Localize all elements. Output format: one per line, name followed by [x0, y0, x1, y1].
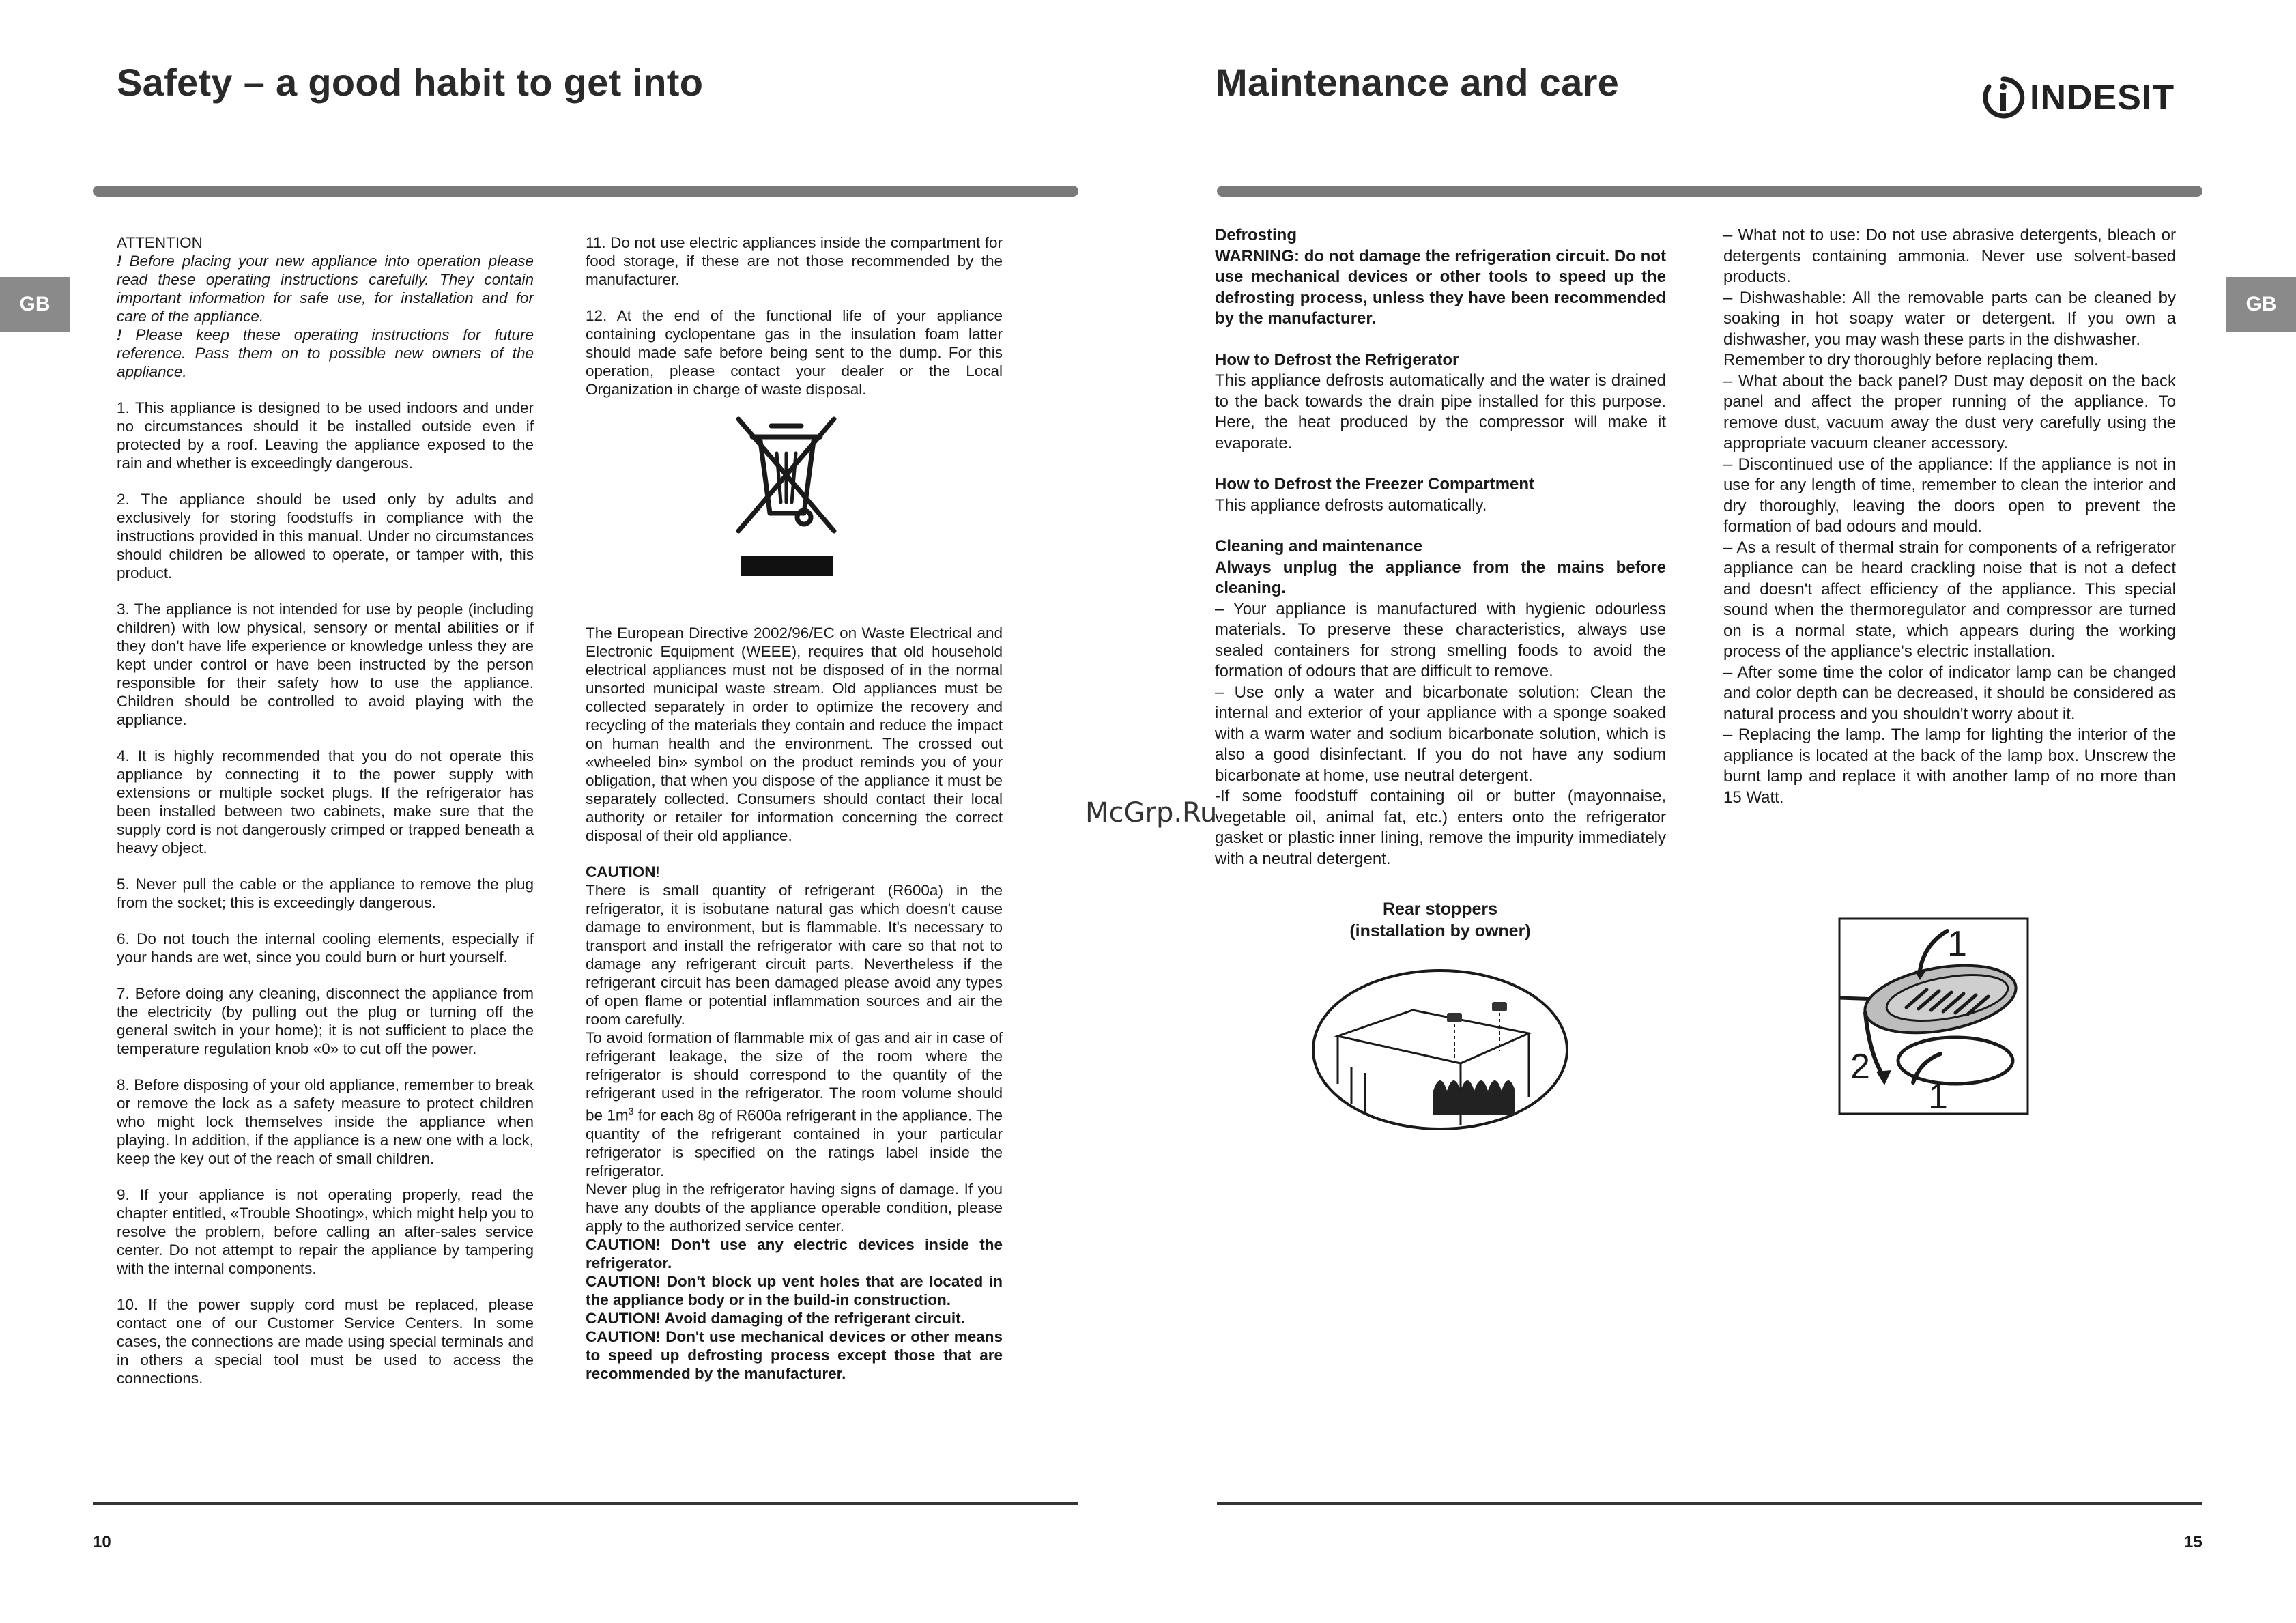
defrosting-warning: WARNING: do not damage the refrigeration circuit. Do not use mechanical devices or other tools to speed up the defrosting process, unless they have been recommended by the manufacturer.	[1215, 246, 1666, 328]
weee-bin-icon	[732, 414, 841, 577]
safety-item-12: 12. At the end of the functional life of your appliance containing cyclopentane gas in the insulation foam latter should made safe before being sent to the dump. For this operation, please contact your dealer or the Local Organization in charge of waste disposal.	[586, 307, 1003, 398]
caution-body-1: There is small quantity of refrigerant (R600a) in the refrigerator, it is isobutane natural gas which doesn't cause damage to environment, but is flammable. It's necessary to transport and install the refrigerator with care so that not to damage any refrigerant circuit parts. Nevertheless if the refrigerant circuit has been damaged please avoid any types of open flame or potential inflammation sources and air the room carefully.	[586, 882, 1003, 1028]
intro-paragraph-1: ! Before placing your new appliance into operation please read these operating instructions carefully. They contain important information for safe use, for installation and for care of the appliance.	[117, 253, 534, 325]
safety-item-10: 10. If the power supply cord must be replaced, please contact one of our Customer Service Centers. In some cases, the connections are made using special terminals and in others a special tool must be used to access the connections.	[117, 1296, 534, 1387]
defrost-freezer-heading: How to Defrost the Freezer Compartment	[1215, 475, 1535, 493]
cleaning-item-2: – Use only a water and bicarbonate solution: Clean the internal and exterior of your appliance with a sponge soaked with a warm water and sodium bicarbonate solution, which is also a good disinfectant. If you do not have any sodium bicarbonate at home, use neutral detergent.	[1215, 683, 1666, 785]
left-page-number: 10	[93, 1533, 111, 1551]
brand-logo	[1981, 75, 2175, 120]
weee-directive-paragraph: The European Directive 2002/96/EC on Waste Electrical and Electronic Equipment (WEEE), requires that old household electrical appliances must not be disposed of in the normal unsorted municipal waste stream. Old appliances must be collected separately in order to optimize the recovery and recycling of the materials they contain and reduce the impact on human health and the environment. The crossed out «wheeled bin» symbol on the product reminds you of your obligation, that when you dispose of the appliance it must be separately collected. Consumers should contact their local authority or retailer for information concerning the correct disposal of their old appliance.	[586, 624, 1003, 844]
brand-name: INDESIT	[2030, 78, 2175, 117]
lamp-replacement-illustration	[1838, 917, 2029, 1115]
safety-item-4: 4. It is highly recommended that you do not operate this appliance by connecting it to the power supply with extensions or multiple socket plugs. If the refrigerator has been installed between two cabinets, make sure that the supply cord is not dangerously crimped or trapped beneath a heavy object.	[117, 747, 534, 857]
rear-stoppers-illustration	[1310, 968, 1570, 1132]
caution-body-3: Never plug in the refrigerator having signs of damage. If you have any doubts of the appliance operable condition, please apply to the authorized service center.	[586, 1180, 1003, 1235]
safety-item-5: 5. Never pull the cable or the appliance to remove the plug from the socket; this is exceedingly dangerous.	[117, 876, 534, 911]
care-dishwashable: – Dishwashable: All the removable parts can be cleaned by soaking in hot soapy water or detergent. If you own a dishwasher, you may wash these parts in the dishwasher.	[1723, 288, 2176, 349]
cleaning-item-1: – Your appliance is manufactured with hygienic odourless materials. To preserve these characteristics, always use sealed containers for strong smelling foods to avoid the formation of odours that are difficult to remove.	[1215, 599, 1666, 680]
left-column-2-lower	[586, 624, 1003, 1383]
cleaning-unplug: Always unplug the appliance from the mains before cleaning.	[1215, 558, 1666, 597]
care-dry-thoroughly: Remember to dry thoroughly before replacing them.	[1723, 351, 2099, 369]
safety-item-6: 6. Do not touch the internal cooling elements, especially if your hands are wet, since you could burn or hurt yourself.	[117, 930, 534, 966]
safety-item-8: 8. Before disposing of your old appliance, remember to break or remove the lock as a safety measure to protect children who might lock themselves inside the appliance when playing. In addition, if the appliance is a new one with a lock, keep the key out of the reach of small children.	[117, 1076, 534, 1167]
intro-paragraph-2: ! Please keep these operating instructions for future reference. Pass them on to possible new owners of the appliance.	[117, 326, 534, 380]
left-footer-rule	[93, 1502, 1078, 1505]
watermark-text: McGrp.Ru	[1085, 797, 1218, 829]
care-back-panel: – What about the back panel? Dust may deposit on the back panel and affect the proper running of the appliance. To remove dust, vacuum away the dust very carefully using the appropriate vacuum cleaner accessory.	[1723, 371, 2176, 453]
caution-defrosting: CAUTION! Don't use mechanical devices or other means to speed up defrosting process except those that are recommended by the manufacturer.	[586, 1327, 1003, 1382]
safety-item-9: 9. If your appliance is not operating properly, read the chapter entitled, «Trouble Shooting», which might help you to resolve the problem, before calling an after-sales service center. Do not attempt to repair the appliance by tampering with the internal components.	[117, 1186, 534, 1277]
defrosting-heading: Defrosting	[1215, 226, 1297, 244]
left-header-bar	[93, 186, 1078, 197]
right-header-bar	[1217, 186, 2202, 197]
caution-electric-devices: CAUTION! Don't use any electric devices inside the refrigerator.	[586, 1235, 1003, 1272]
safety-item-2: 2. The appliance should be used only by adults and exclusively for storing foodstuffs in compliance with the instructions provided in this manual. Under no circumstances should children be allowed to operate, or tamper with, this product.	[117, 491, 534, 581]
right-column-2	[1723, 225, 2176, 808]
cleaning-item-3: -If some foodstuff containing oil or butter (mayonnaise, vegetable oil, animal fat, etc.) enters onto the refrigerator gasket or plastic inner lining, remove the impurity immediately with a neutral detergent.	[1215, 787, 1666, 868]
lamp-step-label: 1	[1947, 924, 1967, 964]
lamp-step-label: 2	[1850, 1047, 1870, 1087]
caution-heading: CAUTION!	[586, 863, 660, 880]
rear-stoppers-caption: Rear stoppers (installation by owner)	[1349, 900, 1531, 940]
left-language-tab: GB	[0, 277, 70, 332]
safety-item-11: 11. Do not use electric appliances inside the compartment for food storage, if these are not those recommended by the manufacturer.	[586, 234, 1003, 288]
defrost-refrigerator-body: This appliance defrosts automatically and the water is drained to the back towards the drain pipe installed for this purpose. Here, the heat produced by the compressor will make it evaporate.	[1215, 371, 1666, 453]
caution-body-2: To avoid formation of flammable mix of gas and air in case of refrigerant leakage, the size of the room where the refrigerator is should correspond to the quantity of the refrigerant used in the refrigerator. The room volume should be $1m^3$ for each 8g of R600a refrigerant in the appliance. The quantity of the refrigerant contained in your particular refrigerator is specified on the ratings label inside the refrigerator.	[586, 1029, 1003, 1179]
care-replacing-lamp: – Replacing the lamp. The lamp for lighting the interior of the appliance is located at the back of the lamp box. Unscrew the burnt lamp and replace it with another lamp of no more than 15 Watt.	[1723, 726, 2176, 807]
defrost-refrigerator-heading: How to Defrost the Refrigerator	[1215, 350, 1459, 369]
safety-item-3: 3. The appliance is not intended for use by people (including children) with low physical, sensory or mental abilities or if they don't have life experience or knowledge unless they are kept under control or have been instructed by the person responsible for their safety how to use the appliance. Children should be controlled to avoid playing with the appliance.	[117, 601, 534, 728]
right-page-title: Maintenance and care	[1216, 61, 1620, 104]
right-footer-rule	[1217, 1502, 2202, 1505]
right-language-tab: GB	[2226, 277, 2296, 332]
lamp-step-label: 1	[1928, 1077, 1948, 1115]
care-indicator-lamp: – After some time the color of indicator lamp can be changed and color depth can be decreased, it should be considered as natural process and you shouldn't worry about it.	[1723, 663, 2176, 723]
safety-item-1: 1. This appliance is designed to be used indoors and under no circumstances should it be installed outside even if protected by a roof. Leaving the appliance exposed to the rain and whether is exceedingly dangerous.	[117, 399, 534, 472]
care-discontinued-use: – Discontinued use of the appliance: If the appliance is not in use for any length of time, remember to clean the interior and dry thoroughly, leaving the doors open to prevent the formation of bad odours and mould.	[1723, 455, 2176, 536]
defrost-freezer-body: This appliance defrosts automatically.	[1215, 495, 1487, 515]
caution-refrigerant-circuit: CAUTION! Avoid damaging of the refrigerant circuit.	[586, 1309, 965, 1327]
right-column-1	[1215, 225, 1666, 870]
care-what-not-to-use: – What not to use: Do not use abrasive detergents, bleach or detergents containing ammonia. Never use solvent-based products.	[1723, 226, 2176, 286]
safety-item-7: 7. Before doing any cleaning, disconnect the appliance from the electricity (by pulling out the plug or turning off the general switch in your home); it is not sufficient to place the temperature regulation knob «0» to cut off the power.	[117, 985, 534, 1057]
left-column-1	[117, 233, 534, 1405]
caution-vent-holes: CAUTION! Don't block up vent holes that are located in the appliance body or in the build-in construction.	[586, 1272, 1003, 1308]
cleaning-heading: Cleaning and maintenance	[1215, 537, 1423, 556]
care-crackling-noise: – As a result of thermal strain for components of a refrigerator appliance can be heard crackling noise that is not a defect and doesn't affect efficiency of the appliance. This special sound when the thermoregulator and compressor are turned on is a normal state, which appears during the working process of the appliance's electric installation.	[1723, 538, 2176, 661]
left-page-title: Safety – a good habit to get into	[117, 61, 704, 104]
left-column-2	[586, 233, 1003, 416]
attention-heading: ATTENTION	[117, 234, 203, 251]
right-page-number: 15	[2184, 1533, 2202, 1551]
brand-logo-icon	[1981, 75, 2026, 120]
